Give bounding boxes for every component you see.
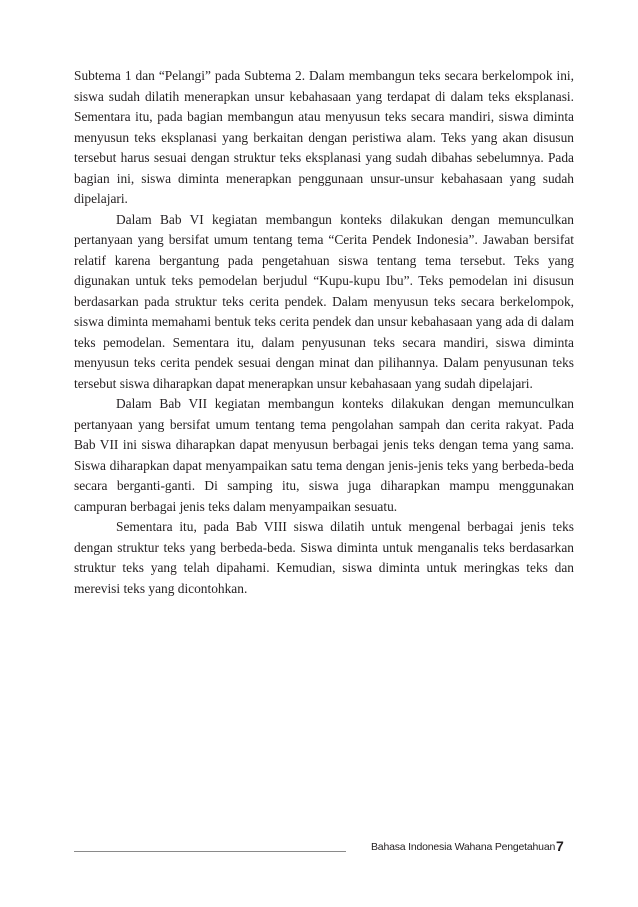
page-number: 7	[556, 838, 564, 854]
footer-book-title: Bahasa Indonesia Wahana Pengetahuan	[371, 841, 556, 853]
body-paragraph: Sementara itu, pada Bab VIII siswa dilatih untuk mengenal berbagai jenis teks dengan struktur teks yang berbeda-beda. Siswa diminta untuk menganalis teks berdasarkan struktur teks yang telah dipahami. Kemudian, siswa diminta untuk meringkas teks dan merevisi teks yang dicontohkan.	[74, 519, 574, 596]
footer-divider	[74, 851, 346, 852]
body-paragraph: Subtema 1 dan “Pelangi” pada Subtema 2. Dalam membangun teks secara berkelompok ini, siswa sudah dilatih menerapkan unsur kebahasaan yang terdapat di dalam teks eksplanasi. Sementara itu, pada bagian membangun atau menyusun teks secara mandiri, siswa diminta menyusun teks eksplanasi yang berkaitan dengan peristiwa alam. Teks yang akan disusun tersebut harus sesuai dengan struktur teks eksplanasi yang sudah dibahas sebelumnya. Pada bagian ini, siswa diminta menerapkan penggunaan unsur-unsur kebahasaan yang sudah dipelajari.	[74, 68, 574, 206]
body-paragraph: Dalam Bab VII kegiatan membangun konteks dilakukan dengan memunculkan pertanyaan yang bersifat umum tentang tema pengolahan sampah dan cerita rakyat. Pada Bab VII ini siswa diharapkan dapat menyusun berbagai jenis teks dengan tema yang sama. Siswa diharapkan dapat menyampaikan satu tema dengan jenis-jenis teks yang berbeda-beda secara berganti-ganti. Di samping itu, siswa juga diharapkan mampu menggunakan campuran berbagai jenis teks dalam menyampaikan sesuatu.	[74, 396, 574, 514]
page-body	[74, 66, 574, 599]
body-paragraph: Dalam Bab VI kegiatan membangun konteks dilakukan dengan memunculkan pertanyaan yang bersifat umum tentang tema “Cerita Pendek Indonesia”. Jawaban bersifat relatif karena bergantung pada pengetahuan siswa tentang tema tersebut. Teks yang digunakan untuk teks pemodelan berjudul “Kupu-kupu Ibu”. Teks pemodelan ini disusun berdasarkan pada struktur teks cerita pendek. Dalam menyusun teks secara berkelompok, siswa diminta memahami bentuk teks cerita pendek dan unsur kebahasaan yang ada di dalam teks pemodelan. Sementara itu, dalam penyusunan teks secara mandiri, siswa diminta menyusun teks cerita pendek sesuai dengan minat dan pilihannya. Dalam penyusunan teks tersebut siswa diharapkan dapat menerapkan unsur kebahasaan yang sudah dipelajari.	[74, 211, 574, 391]
